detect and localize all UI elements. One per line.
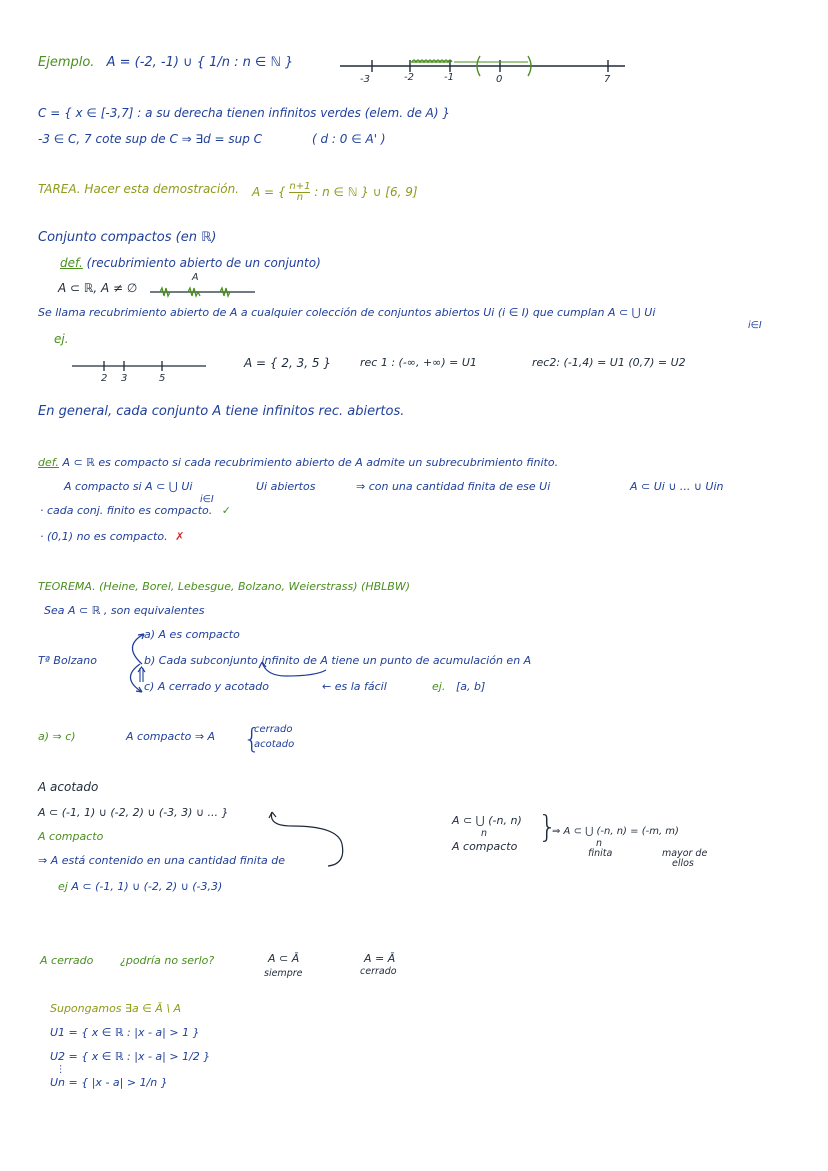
a-condition: A ⊂ ℝ, A ≠ ∅ (58, 281, 138, 295)
example-set: A = (-2, -1) ∪ { 1/n : n ∈ ℕ } (106, 55, 294, 70)
ej-nl-label-1: 3 (121, 373, 128, 384)
compacto-line2-sub: i∈I (200, 494, 214, 505)
compactos-def (60, 256, 321, 270)
compactos-def-text: (recubrimiento abierto de un conjunto) (86, 256, 321, 270)
acotado-union: A ⊂ (-1, 1) ∪ (-2, 2) ∪ (-3, 3) ∪ ... } (38, 806, 229, 819)
ej-number-line (72, 358, 212, 378)
right-result: ⇒ A ⊂ ⋃ (-n, n) = (-m, m) (552, 826, 679, 837)
u2-def: U2 = { x ∈ ℝ : |x - a| > 1/2 } (50, 1050, 211, 1063)
compacto-line2-c: ⇒ con una cantidad finita de ese Ui (356, 480, 551, 493)
tarea-frac-num: n+1 (289, 181, 311, 192)
c-definition: C = { x ∈ [-3,7] : a su derecha tienen infinitos verdes (elem. de A) } (38, 106, 450, 120)
u-dots: ⋮ (56, 1064, 66, 1075)
compacto-label: A compacto (38, 830, 104, 843)
proof-ac-brace: { (243, 722, 261, 755)
example-line (38, 55, 293, 71)
rec2: rec2: (-1,4) = U1 (0,7) = U2 (532, 356, 686, 369)
proof-ac-2: acotado (254, 739, 295, 750)
right-brace: } (538, 810, 558, 845)
compacto-line2-a: A compacto si A ⊂ ⋃ Ui (64, 480, 193, 493)
un-def: Un = { |x - a| > 1/n } (50, 1076, 168, 1089)
recubrimiento-def: Se llama recubrimiento abierto de A a cualquier colección de conjuntos abiertos Ui (i ∈ I) que cumplan A ⊂ ⋃ Ui (38, 306, 656, 319)
teorema-c-note: ← es la fácil (322, 680, 387, 693)
example-label: Ejemplo. (38, 55, 95, 70)
c-to-b-arrow (256, 660, 336, 680)
cerrado-sub2-note: cerrado (360, 966, 397, 977)
teorema-c-ej: ej. (432, 680, 446, 693)
compactos-title: Conjunto compactos (en ℝ) (38, 230, 217, 245)
suppose: Supongamos ∃a ∈ Ā \ A (50, 1002, 182, 1015)
right-compacto: A compacto (452, 840, 518, 853)
example-number-line (340, 50, 630, 90)
teorema-sea: Sea A ⊂ ℝ , son equivalentes (44, 604, 205, 617)
right-union-sub: n (481, 828, 488, 839)
tarea-label: TAREA. Hacer esta demostración. (38, 182, 239, 196)
nl-label-2: -1 (444, 72, 454, 83)
ej-union-text: A ⊂ (-1, 1) ∪ (-2, 2) ∪ (-3,3) (71, 880, 223, 893)
ej-set: A = { 2, 3, 5 } (244, 356, 331, 370)
bullet-open-text: · (0,1) no es compacto. (40, 530, 168, 543)
teorema-c: c) A cerrado y acotado (144, 680, 269, 693)
finita-arrow (268, 808, 358, 868)
tarea-set-prefix: A = { (252, 185, 286, 199)
proof-ac-text: A compacto ⇒ A (126, 730, 216, 743)
tarea-set-suffix: : n ∈ ℕ } ∪ [6, 9] (314, 185, 418, 199)
cross-icon: ✗ (175, 530, 185, 543)
teorema-title: TEOREMA. (Heine, Borel, Lebesgue, Bolzano, Weierstrass) (HBLBW) (38, 580, 411, 593)
right-mayor: mayor de (662, 848, 708, 859)
a-segment-line (150, 284, 260, 300)
right-union: A ⊂ ⋃ (-n, n) (452, 814, 522, 827)
proof-ac-1: cerrado (254, 724, 293, 735)
right-finita: finita (588, 848, 613, 859)
ej-union-label: ej (58, 880, 68, 893)
ej-label: ej. (54, 332, 69, 346)
nl-label-4: 7 (604, 74, 611, 85)
def-compacto (38, 456, 558, 469)
cerrado-sub1: A ⊂ Ā (268, 952, 300, 965)
compacto-line2-d: A ⊂ Ui ∪ ... ∪ Uin (630, 480, 724, 493)
teorema-c-ej-val: [a, b] (456, 680, 486, 693)
bullet-finite (40, 504, 231, 517)
bullet-finite-text: · cada conj. finito es compacto. (40, 504, 213, 517)
cerrado-question: ¿podría no serlo? (120, 954, 215, 967)
u1-def: U1 = { x ∈ ℝ : |x - a| > 1 } (50, 1026, 200, 1039)
tarea-frac-den: n (296, 192, 304, 203)
recubrimiento-sub: i∈I (748, 320, 762, 331)
bullet-open (40, 530, 184, 543)
compacto-line2-b: Ui abiertos (256, 480, 316, 493)
ej-nl-label-0: 2 (101, 373, 108, 384)
compactos-def-label: def. (60, 256, 83, 270)
nl-label-1: -2 (404, 72, 414, 83)
ej-union-line (58, 880, 222, 893)
right-result-sub: n (596, 838, 603, 849)
general-note: En general, cada conjunto A tiene infinitos rec. abiertos. (38, 404, 405, 419)
right-ellos: ellos (672, 858, 694, 869)
tarea-fraction (289, 182, 310, 203)
c-d-note: ( d : 0 ∈ A' ) (312, 132, 386, 146)
teorema-a: a) A es compacto (144, 628, 240, 641)
cerrado-sub1-note: siempre (264, 968, 303, 979)
cerrado-title: A cerrado (40, 954, 94, 967)
def-compacto-label: def. (38, 456, 59, 469)
nl-label-3: 0 (496, 74, 503, 85)
cerrado-sub2: A = Ā (364, 952, 396, 965)
a-mark: A (192, 272, 199, 283)
nl-label-0: -3 (360, 74, 370, 85)
rec1: rec 1 : (-∞, +∞) = U1 (360, 356, 477, 369)
bolzano-label: Tª Bolzano (38, 654, 97, 667)
finita-line: ⇒ A está contenido en una cantidad finita de (38, 854, 286, 867)
proof-ac: a) ⇒ c) (38, 730, 76, 743)
def-compacto-text: A ⊂ ℝ es compacto si cada recubrimiento abierto de A admite un subrecubrimiento finito. (62, 456, 559, 469)
acotado-title: A acotado (38, 780, 99, 794)
teorema-b: b) Cada subconjunto infinito de A tiene un punto de acumulación en A (144, 654, 532, 667)
tarea-set (252, 182, 418, 203)
c-sup: -3 ∈ C, 7 cote sup de C ⇒ ∃d = sup C (38, 132, 263, 146)
ej-nl-label-2: 5 (159, 373, 166, 384)
check-icon: ✓ (221, 504, 231, 517)
